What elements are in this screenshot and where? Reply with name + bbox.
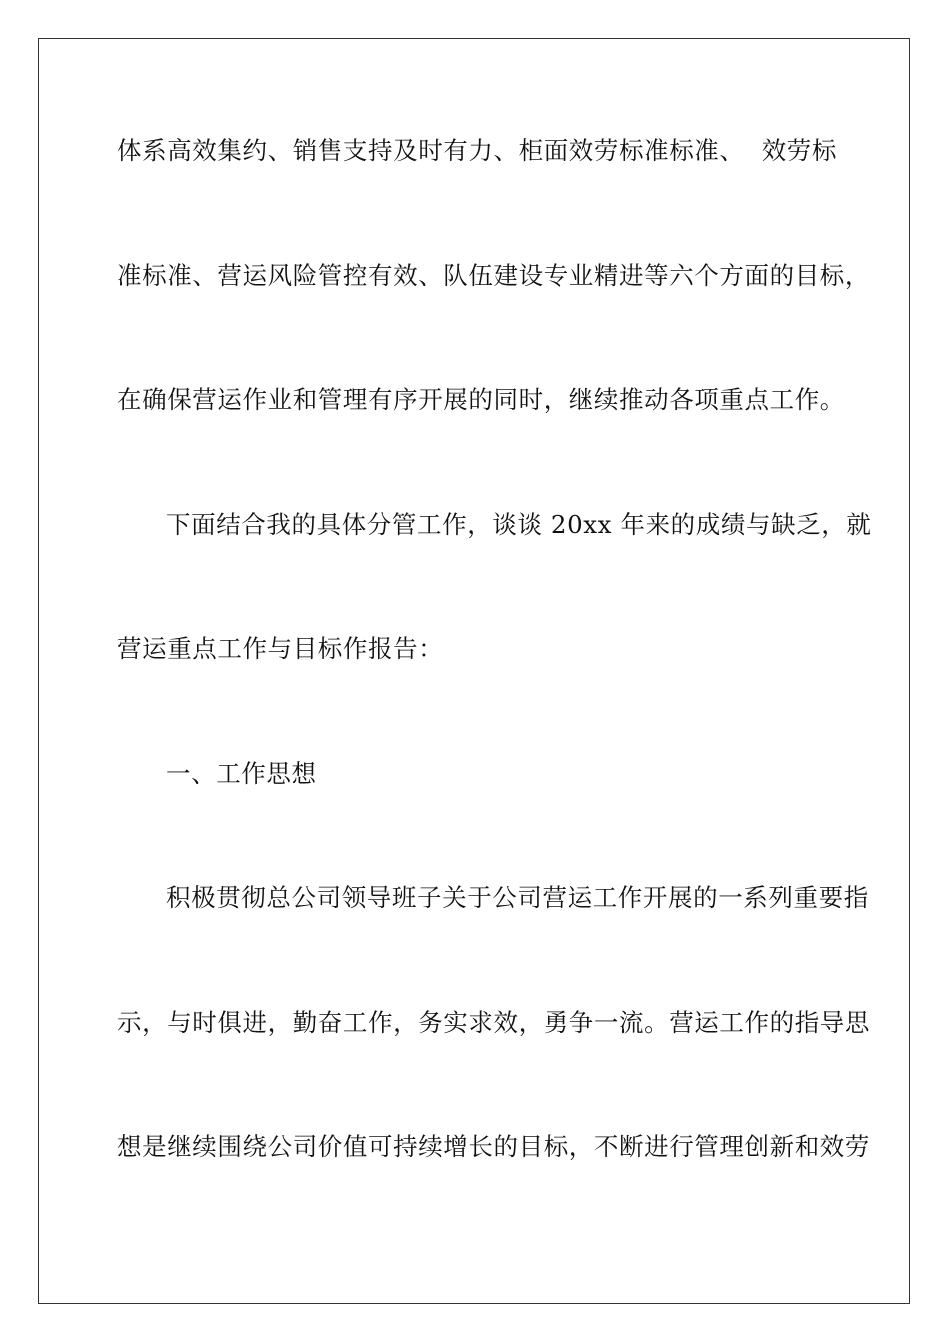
text-line-1-part-2: 效劳标 (761, 136, 837, 165)
text-line-1 (117, 131, 837, 171)
section-heading: 一、工作思想 (166, 759, 317, 788)
paragraph-3-line-1: 积极贯彻总公司领导班子关于公司营运工作开展的一系列重要指 (166, 883, 869, 912)
page-border (38, 38, 910, 1304)
paragraph-3-line-3: 想是继续围绕公司价值可持续增长的目标，不断进行管理创新和效劳 (117, 1132, 870, 1161)
paragraph-2-line-1: 下面结合我的具体分管工作，谈谈 20xx 年来的成绩与缺乏，就 (166, 510, 872, 539)
paragraph-2-line-2: 营运重点工作与目标作报告： (117, 634, 444, 663)
text-line-3: 在确保营运作业和管理有序开展的同时，继续推动各项重点工作。 (117, 385, 845, 414)
text-line-2: 准标准、营运风险管控有效、队伍建设专业精进等六个方面的目标， (117, 261, 870, 290)
text-line-1-part-1: 体系高效集约、销售支持及时有力、柜面效劳标准标准、 (117, 136, 745, 165)
paragraph-3-line-2: 示，与时俱进，勤奋工作，务实求效，勇争一流。营运工作的指导思 (117, 1008, 870, 1037)
